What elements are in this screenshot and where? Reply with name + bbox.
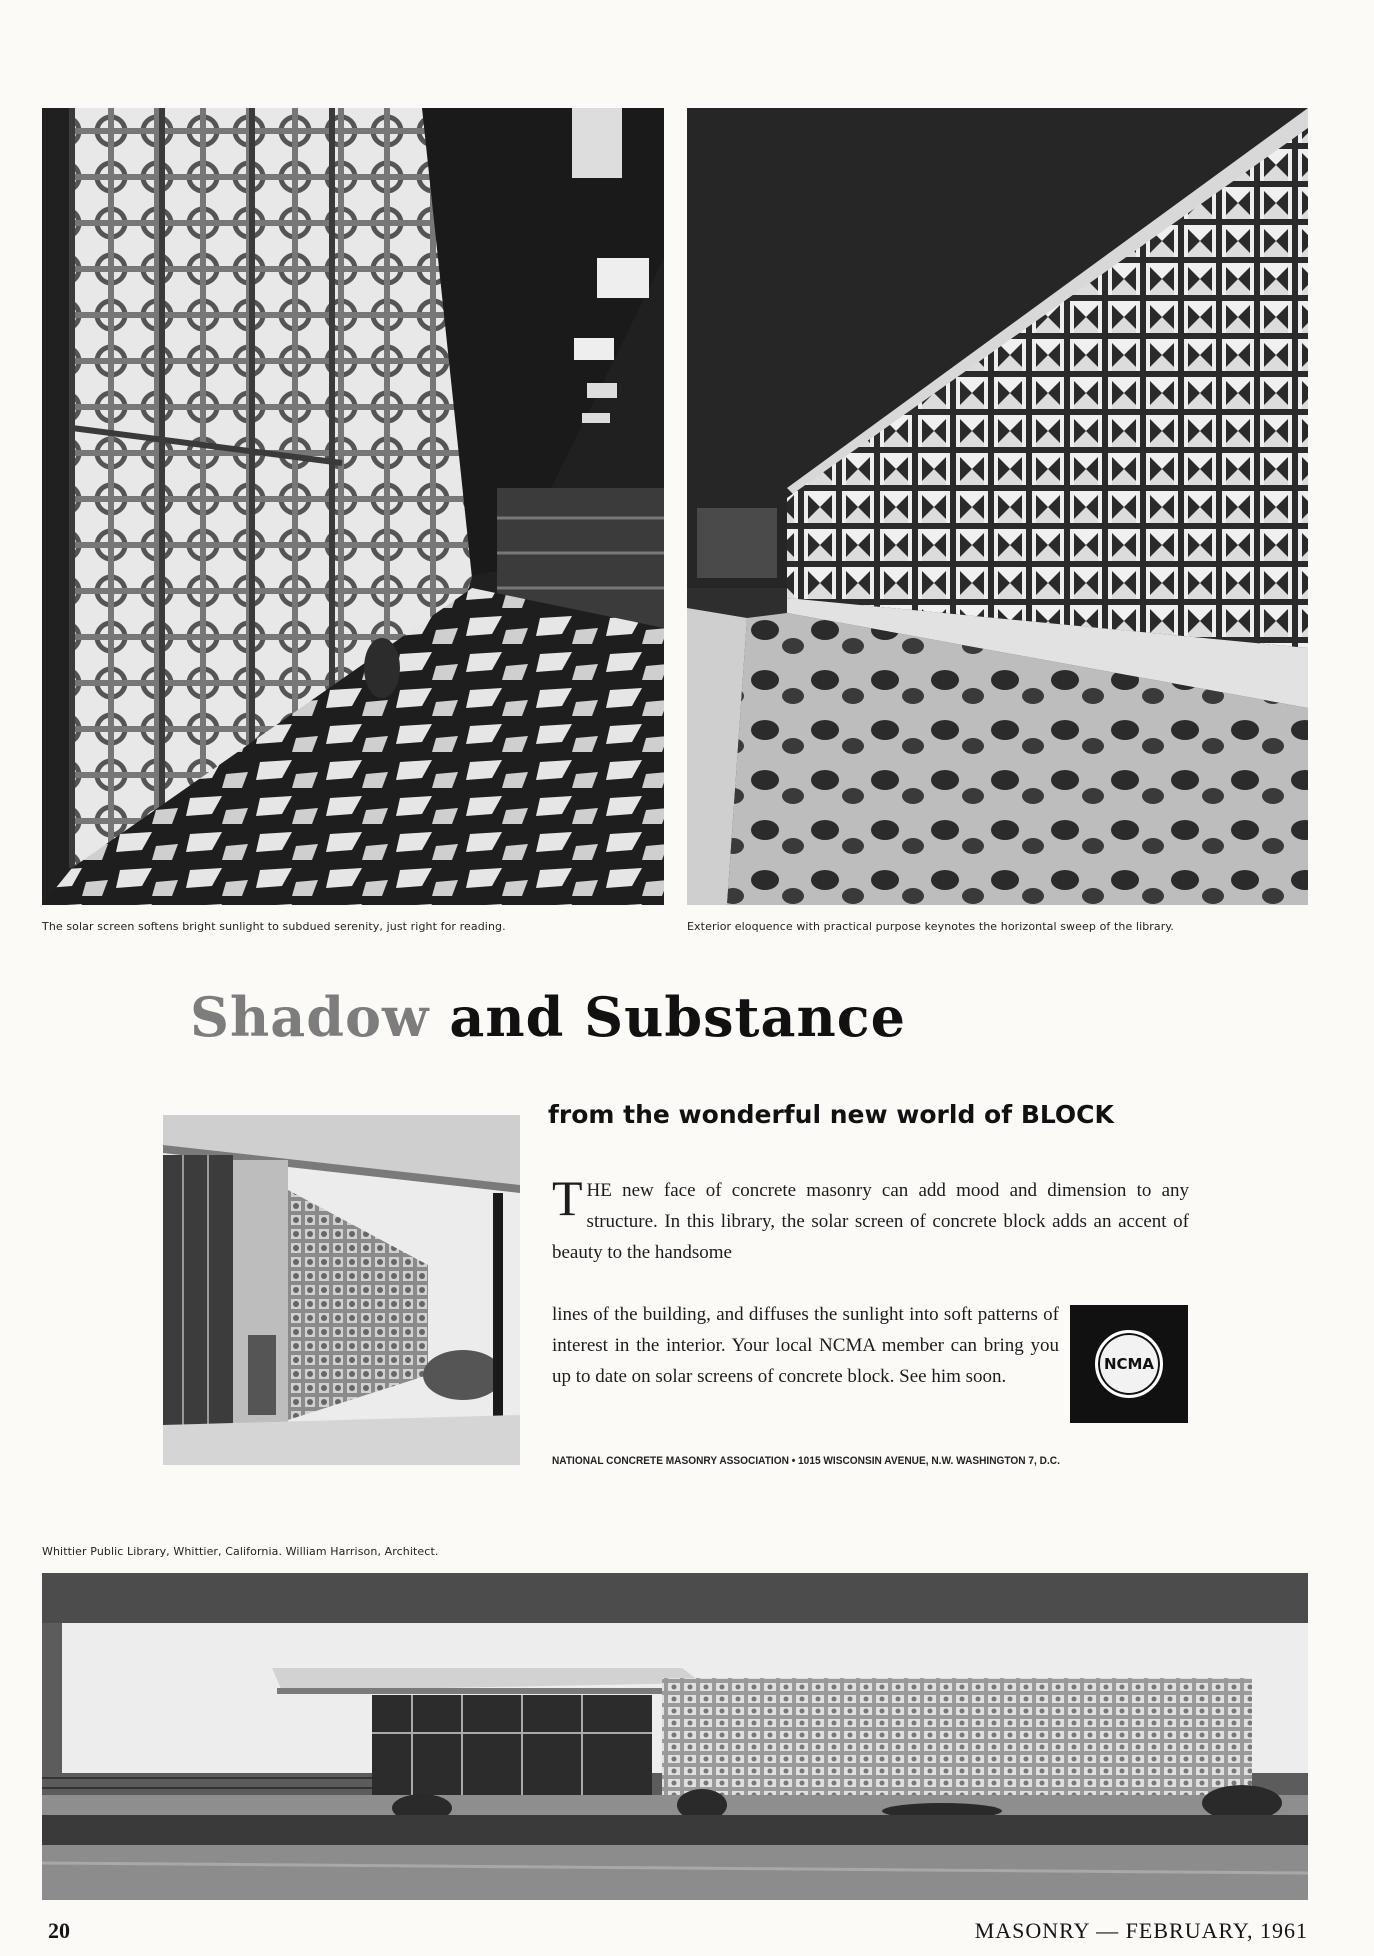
subheadline: from the wonderful new world of BLOCK	[548, 1100, 1114, 1129]
dropcap: T	[552, 1170, 583, 1226]
interior-reading-room-photo	[42, 108, 664, 905]
ncma-logo	[1070, 1305, 1188, 1423]
library-corner-photo	[163, 1115, 520, 1465]
page-number: 20	[48, 1918, 70, 1943]
top-right-caption: Exterior eloquence with practical purpose keynotes the horizontal sweep of the library.	[687, 920, 1175, 933]
top-left-caption: The solar screen softens bright sunlight to subdued serenity, just right for reading.	[42, 920, 506, 933]
ncma-logo-seal-icon	[1095, 1330, 1163, 1398]
library-facade-photo	[42, 1573, 1308, 1900]
body-text-first: HE new face of concrete masonry can add mood and dimension to any structure. In this library, the solar screen of concrete block adds an accent of beauty to the handsome	[552, 1180, 1189, 1263]
headline-substance: and Substance	[449, 985, 906, 1049]
bottom-caption: Whittier Public Library, Whittier, California. William Harrison, Architect.	[42, 1545, 439, 1558]
exterior-screen-wall-photo	[687, 108, 1308, 905]
headline	[190, 985, 906, 1049]
headline-shadow: Shadow	[190, 985, 430, 1049]
body-paragraph-rest: lines of the building, and diffuses the sunlight into soft patterns of interest in the interior. Your local NCMA member can bring you up to date on solar screens of concrete block. See him soon.	[552, 1304, 1059, 1387]
magazine-issue: MASONRY — FEBRUARY, 1961	[974, 1918, 1308, 1943]
body-paragraph-top	[552, 1170, 1189, 1268]
association-address: NATIONAL CONCRETE MASONRY ASSOCIATION • 1015 WISCONSIN AVENUE, N.W. WASHINGTON 7, D.C.	[552, 1455, 1060, 1467]
ncma-logo-text: NCMA	[1103, 1355, 1155, 1373]
